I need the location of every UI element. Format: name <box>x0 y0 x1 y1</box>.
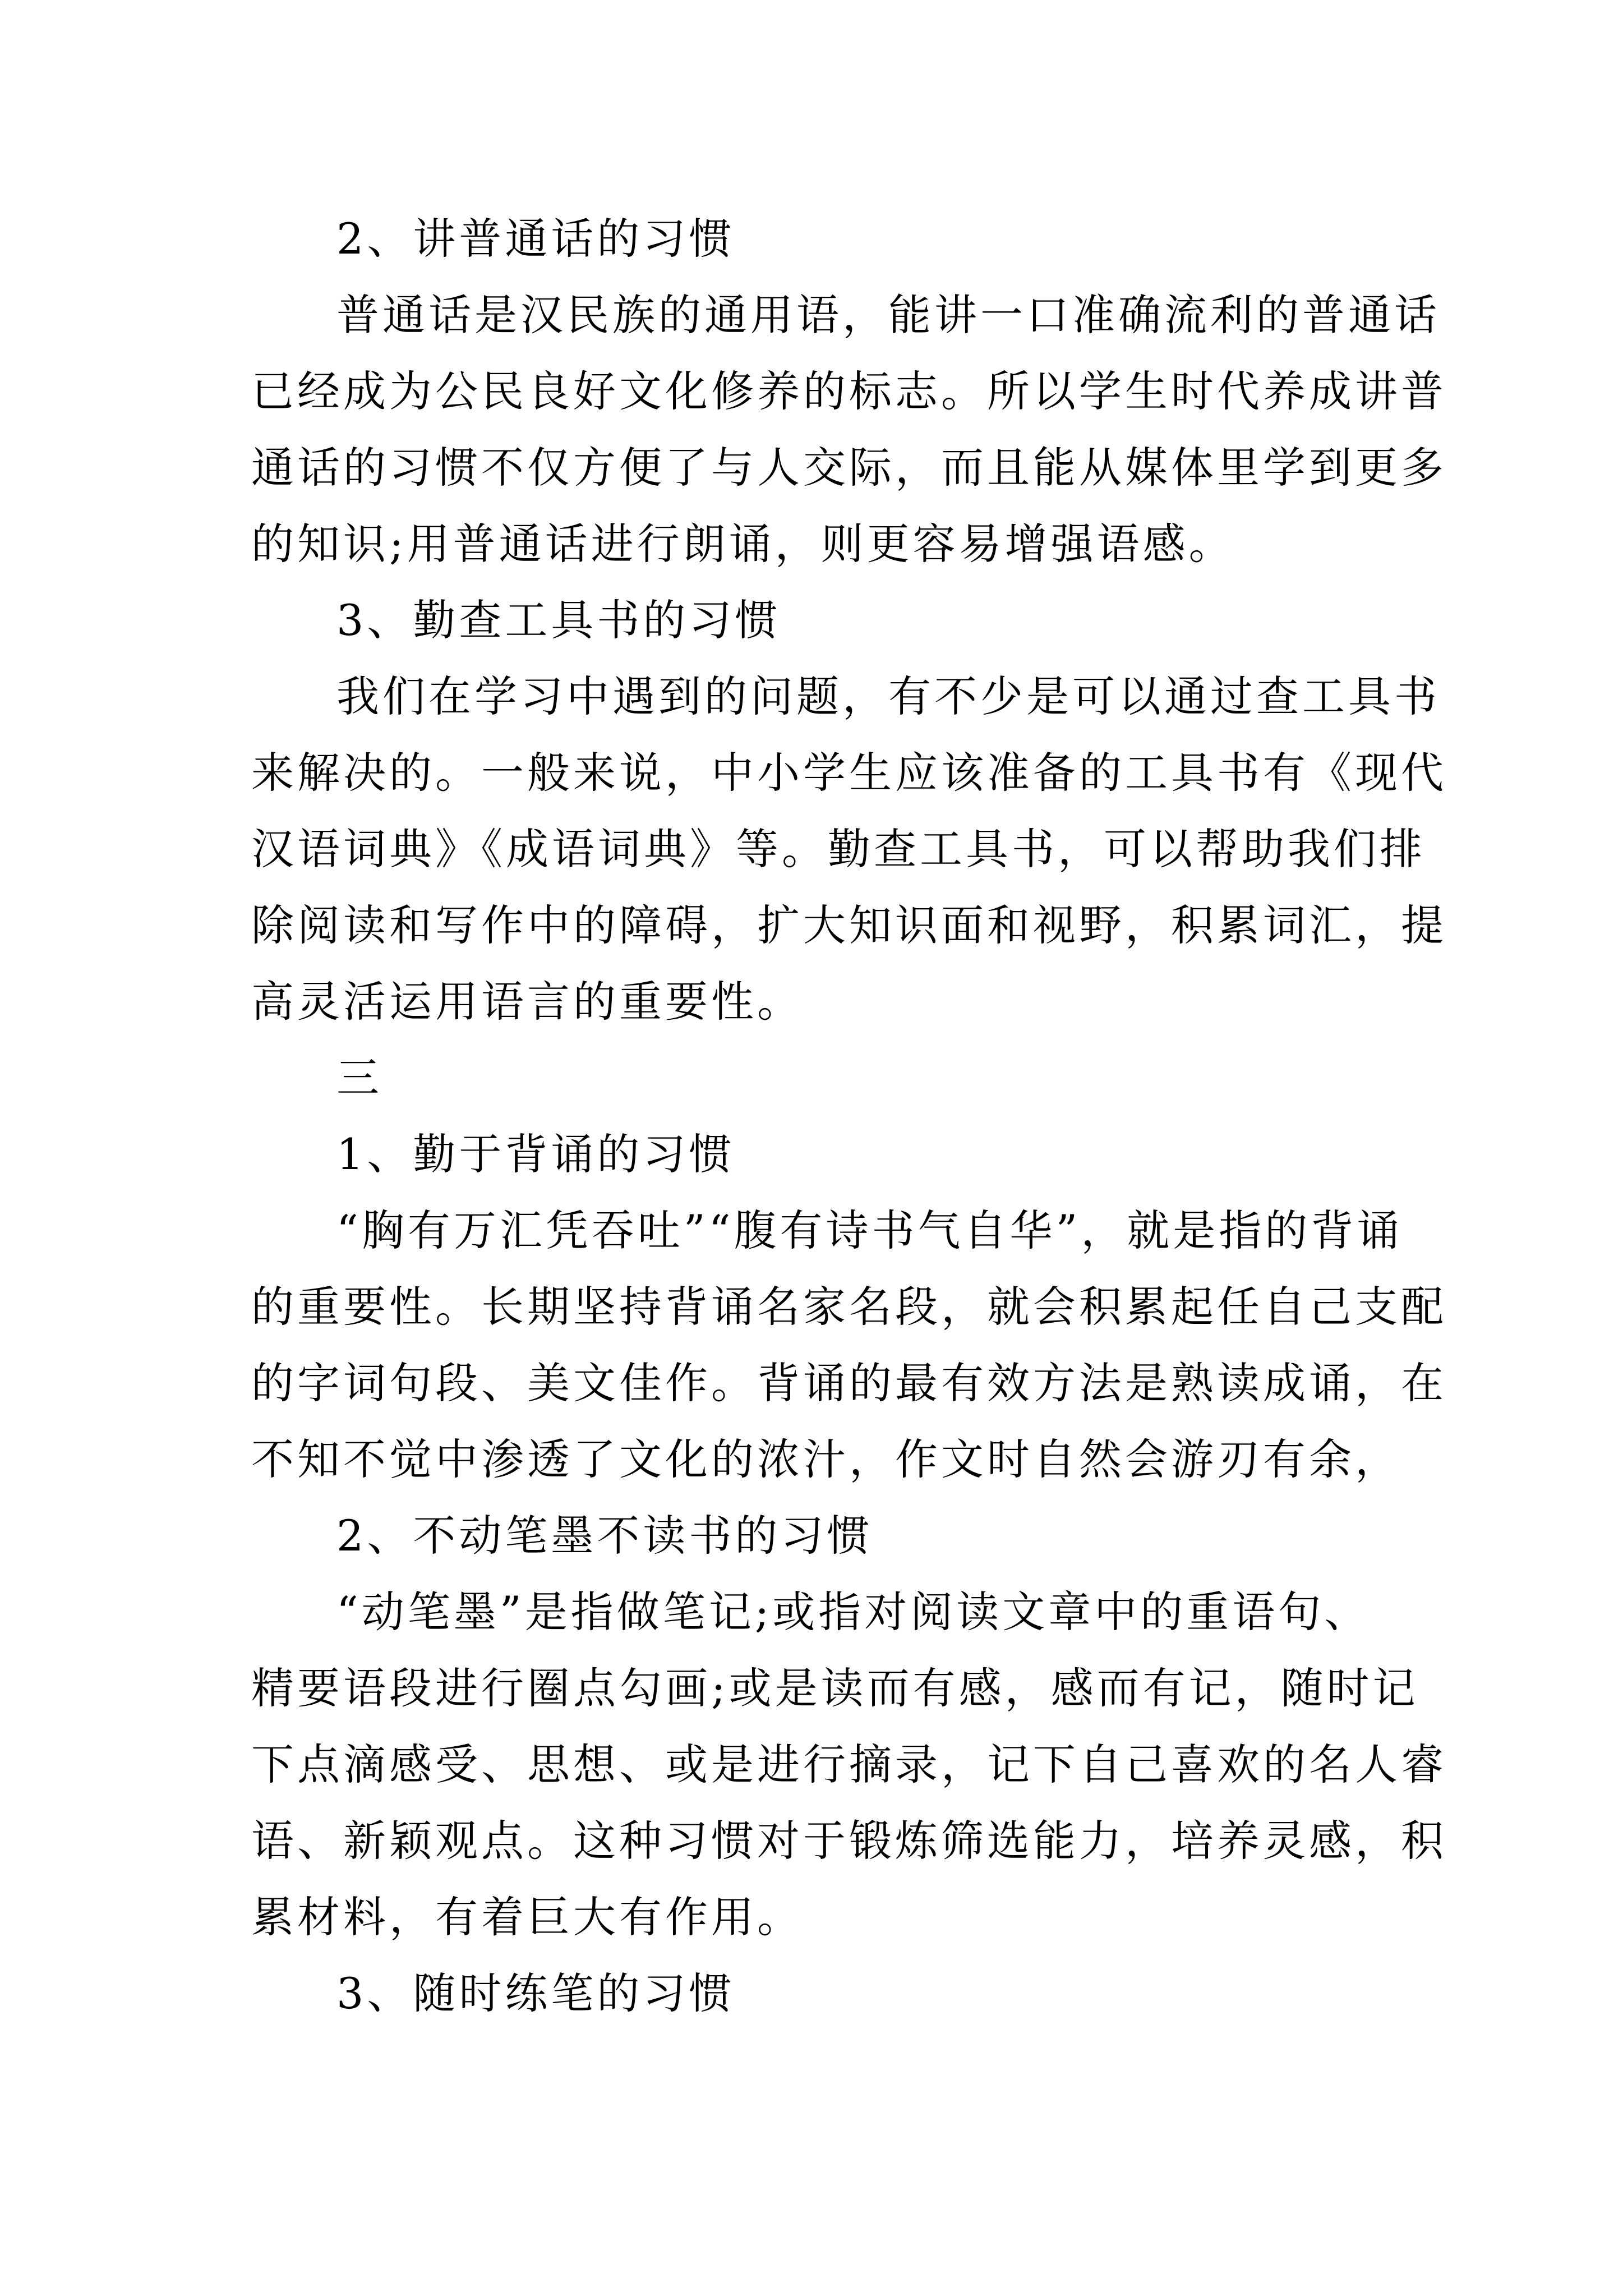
paragraph-line: 通话的习惯不仅方便了与人交际，而且能从媒体里学到更多 <box>251 443 1447 493</box>
section-heading-three: 三 <box>336 1053 382 1103</box>
heading-writing-practice-habit: 3、随时练笔的习惯 <box>336 1968 735 2018</box>
paragraph-line: 的知识;用普通话进行朗诵，则更容易增强语感。 <box>251 519 1235 569</box>
paragraph-line: 除阅读和写作中的障碍，扩大知识面和视野，积累词汇，提 <box>251 900 1447 950</box>
paragraph-line: 累材料，有着巨大有作用。 <box>251 1892 803 1942</box>
paragraph-line: 来解决的。一般来说，中小学生应该准备的工具书有《现代 <box>251 748 1447 798</box>
paragraph-line: 下点滴感受、思想、或是进行摘录，记下自己喜欢的名人睿 <box>251 1740 1447 1789</box>
paragraph-line: 精要语段进行圈点勾画;或是读而有感，感而有记，随时记 <box>251 1663 1419 1713</box>
heading-note-taking-habit: 2、不动笔墨不读书的习惯 <box>336 1511 873 1561</box>
paragraph-line: 高灵活运用语言的重要性。 <box>251 977 803 1027</box>
document-body <box>251 201 1447 2032</box>
paragraph-line: “动笔墨”是指做笔记;或指对阅读文章中的重语句、 <box>336 1587 1371 1637</box>
heading-reference-book-habit: 3、勤查工具书的习惯 <box>336 595 781 645</box>
paragraph-line: 的字词句段、美文佳作。背诵的最有效方法是熟读成诵，在 <box>251 1358 1447 1408</box>
paragraph-line: 的重要性。长期坚持背诵名家名段，就会积累起任自己支配 <box>251 1282 1447 1332</box>
paragraph-line: 语、新颖观点。这种习惯对于锻炼筛选能力，培养灵感，积 <box>251 1816 1447 1866</box>
paragraph-line: “胸有万汇凭吞吐”“腹有诗书气自华”，就是指的背诵 <box>336 1205 1403 1255</box>
paragraph-line: 不知不觉中渗透了文化的浓汁，作文时自然会游刃有余， <box>251 1434 1401 1484</box>
paragraph-line: 已经成为公民良好文化修养的标志。所以学生时代养成讲普 <box>251 366 1447 416</box>
heading-recitation-habit: 1、勤于背诵的习惯 <box>336 1129 735 1179</box>
paragraph-line: 我们在学习中遇到的问题，有不少是可以通过查工具书 <box>336 671 1440 721</box>
heading-mandarin-habit: 2、讲普通话的习惯 <box>336 214 735 264</box>
paragraph-line: 普通话是汉民族的通用语，能讲一口准确流利的普通话 <box>336 290 1440 340</box>
paragraph-line: 汉语词典》《成语词典》等。勤查工具书，可以帮助我们排 <box>251 824 1426 874</box>
